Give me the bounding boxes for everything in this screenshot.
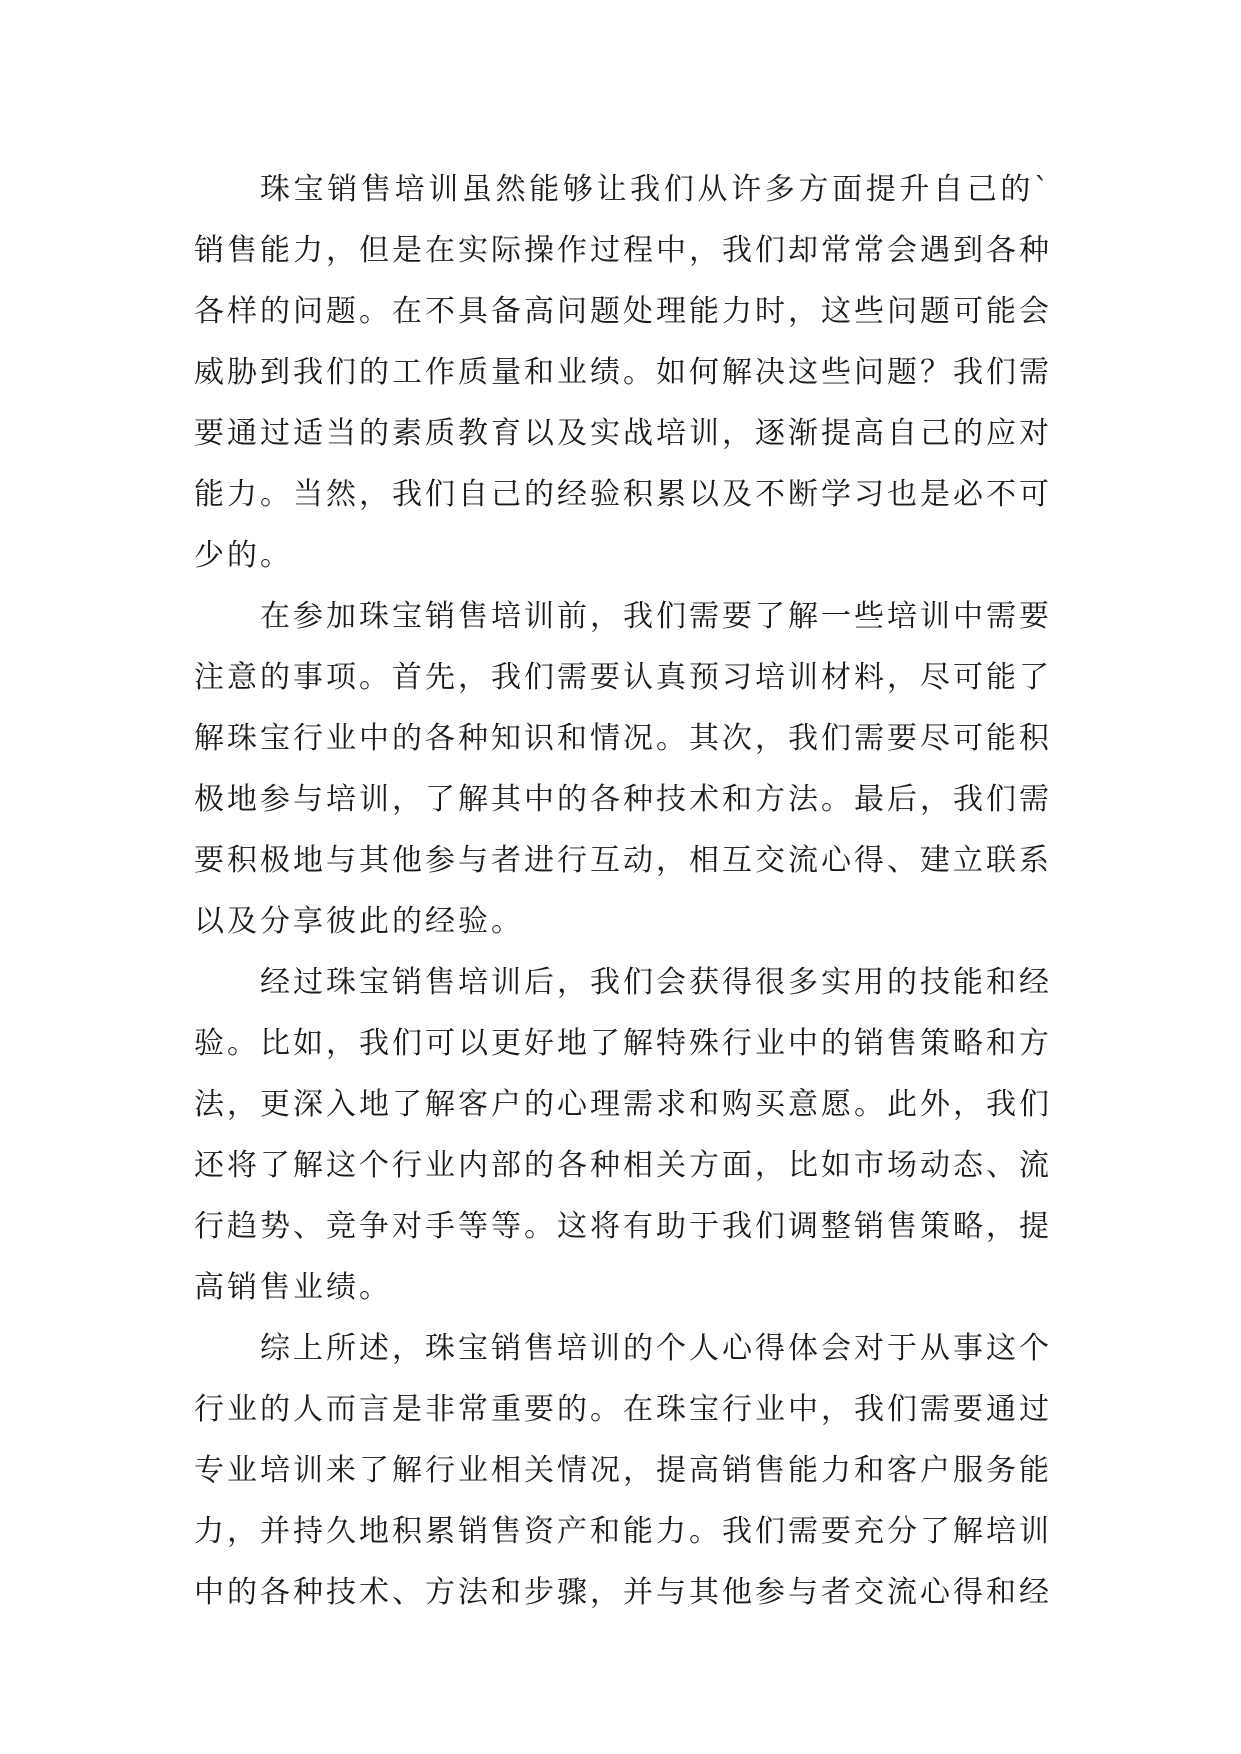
paragraph-3: 经过珠宝销售培训后，我们会获得很多实用的技能和经验。比如，我们可以更好地了解特殊行业中的销售策略和方法，更深入地了解客户的心理需求和购买意愿。此外，我们还将了解这个行业内部的各种相关方面，比如市场动态、流行趋势、竞争对手等等。这将有助于我们调整销售策略，提高销售业绩。	[194, 965, 1052, 1305]
paragraph-1: 珠宝销售培训虽然能够让我们从许多方面提升自己的`销售能力，但是在实际操作过程中，我们却常常会遇到各种各样的问题。在不具备高问题处理能力时，这些问题可能会威胁到我们的工作质量和业绩。如何解决这些问题？我们需要通过适当的素质教育以及实战培训，逐渐提高自己的应对能力。当然，我们自己的经验积累以及不断学习也是必不可少的。	[194, 172, 1052, 573]
document-body	[194, 159, 1052, 1623]
paragraph-2: 在参加珠宝销售培训前，我们需要了解一些培训中需要注意的事项。首先，我们需要认真预习培训材料，尽可能了解珠宝行业中的各种知识和情况。其次，我们需要尽可能积极地参与培训，了解其中的各种技术和方法。最后，我们需要积极地与其他参与者进行互动，相互交流心得、建立联系以及分享彼此的经验。	[194, 599, 1052, 939]
paragraph-4: 综上所述，珠宝销售培训的个人心得体会对于从事这个行业的人而言是非常重要的。在珠宝行业中，我们需要通过专业培训来了解行业相关情况，提高销售能力和客户服务能力，并持久地积累销售资产和能力。我们需要充分了解培训中的各种技术、方法和步骤，并与其他参与者交流心得和经	[194, 1331, 1052, 1610]
